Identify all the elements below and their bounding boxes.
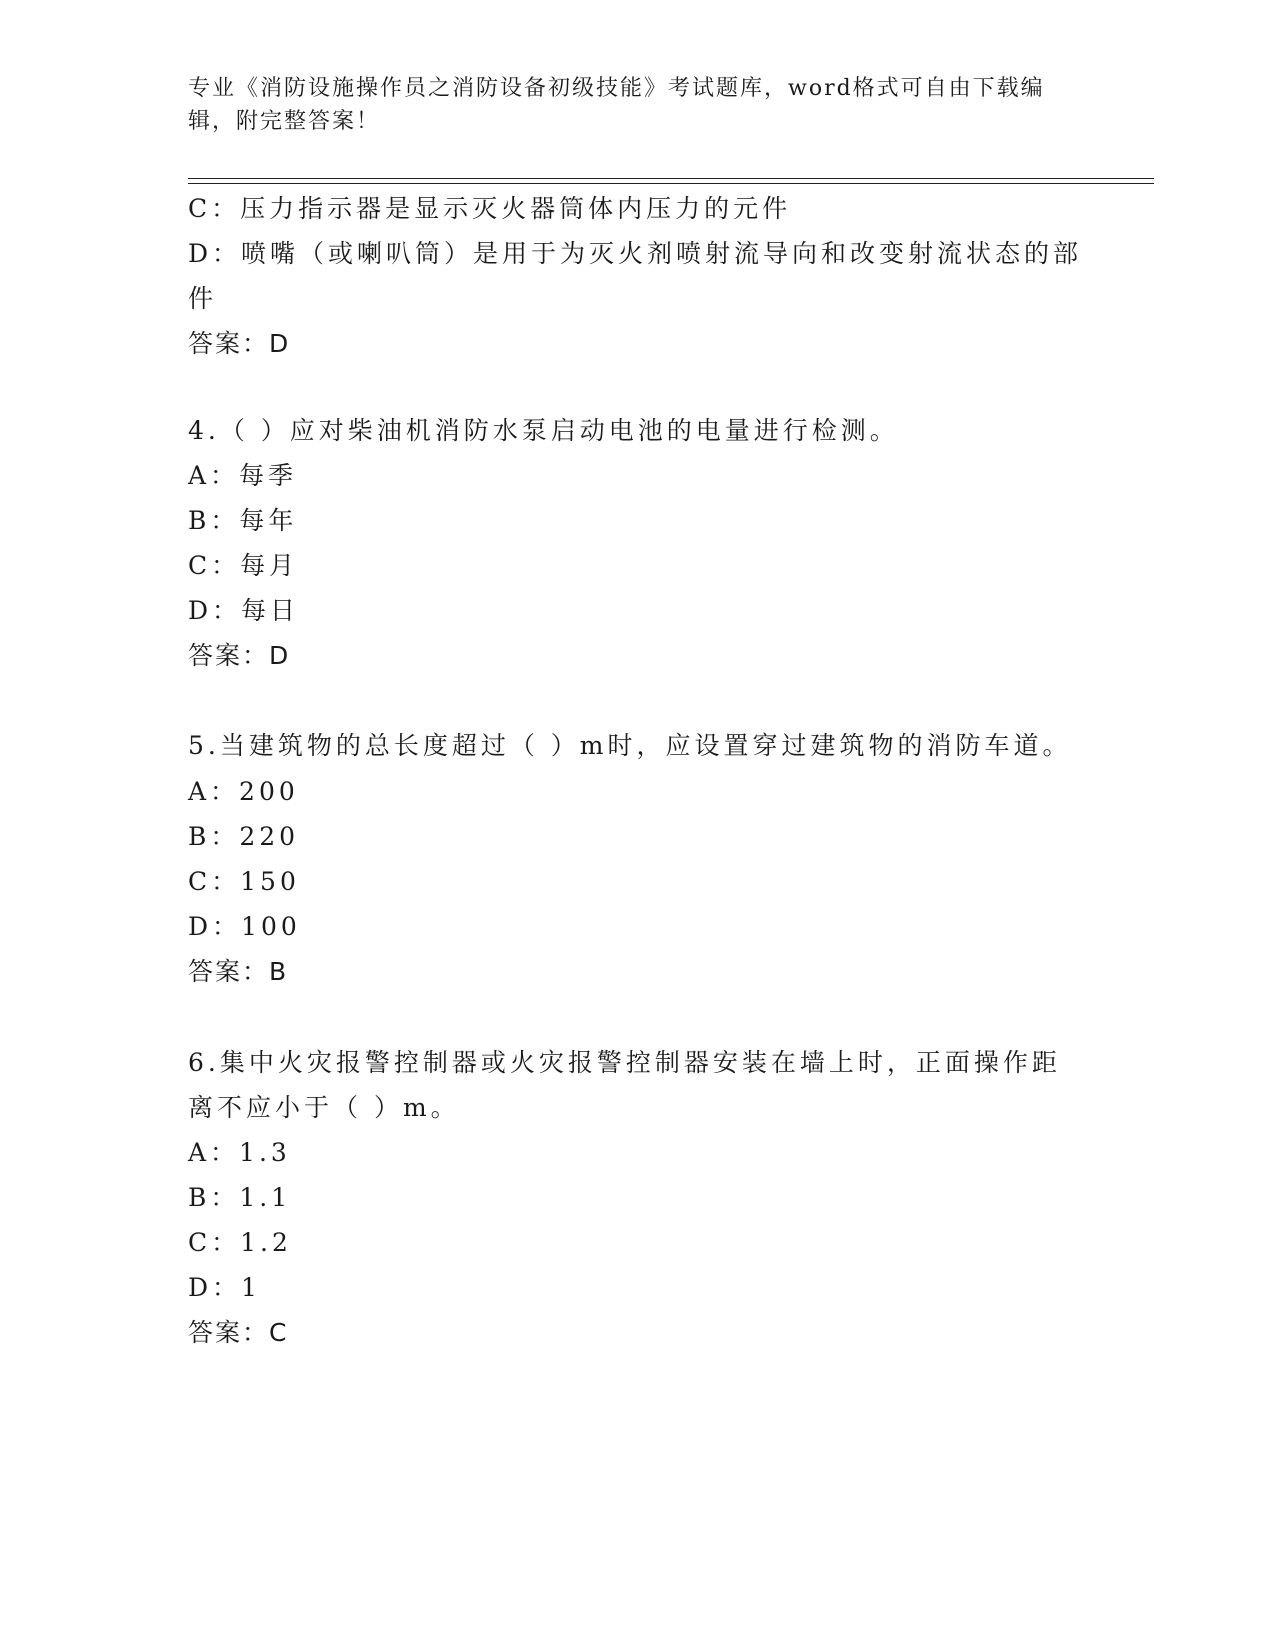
q4-option-d: D：每日 [188, 596, 300, 625]
q6-option-d: D：1 [188, 1273, 261, 1302]
q4-option-a: A：每季 [188, 461, 298, 490]
q5-option-c: C：150 [188, 867, 300, 896]
header-line-1: 专业《消防设施操作员之消防设备初级技能》考试题库，word格式可自由下载编 [188, 76, 1045, 101]
q3-answer: 答案：D [188, 329, 291, 358]
q5-answer: 答案：B [188, 957, 289, 986]
q5-stem: 5.当建筑物的总长度超过（ ）m时，应设置穿过建筑物的消防车道。 [188, 731, 1072, 760]
q6-option-c: C：1.2 [188, 1228, 292, 1257]
document-header [188, 72, 1068, 138]
q4-option-c: C：每月 [188, 551, 299, 580]
q3-option-d-line2: 件 [188, 284, 218, 313]
q6-stem-line2: 离不应小于（ ）m。 [188, 1093, 460, 1122]
q4-answer: 答案：D [188, 641, 291, 670]
q6-option-a: A：1.3 [188, 1138, 291, 1167]
q5-option-a: A：200 [188, 777, 299, 806]
header-rule-top [188, 178, 1154, 179]
q4-option-b: B：每年 [188, 506, 298, 535]
q6-option-b: B：1.1 [188, 1183, 292, 1212]
q5-option-d: D：100 [188, 912, 301, 941]
q3-option-c: C：压力指示器是显示灭火器筒体内压力的元件 [188, 194, 792, 223]
q6-answer: 答案：C [188, 1318, 289, 1347]
header-rule-bottom [188, 183, 1154, 184]
header-line-2: 辑，附完整答案！ [188, 109, 381, 134]
q6-stem-line1: 6.集中火灾报警控制器或火灾报警控制器安装在墙上时，正面操作距 [188, 1048, 1061, 1077]
q5-option-b: B：220 [188, 822, 300, 851]
q4-stem: 4.（ ）应对柴油机消防水泵启动电池的电量进行检测。 [188, 416, 899, 445]
q3-option-d-line1: D：喷嘴（或喇叭筒）是用于为灭火剂喷射流导向和改变射流状态的部 [188, 239, 1083, 268]
